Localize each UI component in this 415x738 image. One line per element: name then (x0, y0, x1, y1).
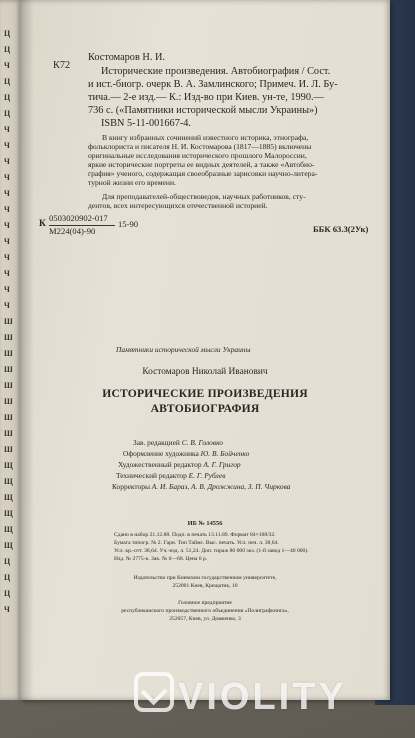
edge-letter: Ц (4, 557, 11, 566)
credit-3: Художественный редактор А. Г. Григор (118, 460, 241, 469)
edge-letter: Щ (4, 541, 13, 550)
edge-letter: Ч (4, 605, 10, 614)
k-numerator: 0503020902-017 (49, 213, 108, 223)
edge-letter: Ч (4, 125, 10, 134)
print-line-4: Изд. № 2775-к. Зак. № 0—68. Цена 6 р. (114, 556, 208, 562)
annotation-line-5: графия» ученого, содержащая своеобразные зарисовки научно-литера- (88, 169, 318, 178)
edge-letter: Щ (4, 493, 13, 502)
edge-letter: Ч (4, 157, 10, 166)
edge-letter: Ч (4, 237, 10, 246)
edge-letter: Ц (4, 109, 11, 118)
audience-line-2: дентов, всех интересующихся отечественной историей. (88, 201, 268, 210)
edge-letter: Ш (4, 413, 13, 422)
printer-line-3: 252057, Киев, ул. Довженко, 3 (169, 616, 241, 622)
bib-line-2: и ист.-биогр. очерк В. А. Замлинского; Примеч. И. Л. Бу- (88, 79, 338, 90)
watermark-text: VIOLITY (178, 676, 347, 718)
annotation-line-4: яркие исторические портреты ее видных деятелей, а также «Автобио- (88, 160, 315, 169)
edge-letter: Ш (4, 445, 13, 454)
edge-letter: Ч (4, 269, 10, 278)
isbn: ISBN 5-11-001667-4. (101, 118, 191, 129)
index-code: К72 (53, 60, 71, 71)
edge-letter: Ш (4, 381, 13, 390)
left-page-letters (4, 26, 13, 618)
edge-letter: Ц (4, 77, 11, 86)
audience-line-1: Для преподавателей-обществоведов, научных работников, сту- (102, 192, 306, 201)
edge-letter: Ц (4, 589, 11, 598)
edge-letter: Ц (4, 573, 11, 582)
publisher-line-2: 252001 Киев, Крещатик, 10 (172, 583, 238, 589)
edge-letter: Ц (4, 93, 11, 102)
author-full: Костомаров Николай Иванович (142, 367, 268, 377)
credit-5: Корректоры А. И. Бараз, А. В. Дрожжина, З. П. Чиркова (112, 482, 291, 491)
bbk: ББК 63.3(2Ук) (313, 224, 369, 234)
k-denominator: М224(04)-90 (49, 226, 96, 236)
edge-letter: Щ (4, 525, 13, 534)
edge-letter: Ч (4, 61, 10, 70)
edge-letter: Ш (4, 333, 13, 342)
left-page-edge (0, 0, 22, 700)
edge-letter: Ч (4, 253, 10, 262)
edge-letter: Ш (4, 317, 13, 326)
edge-letter: Ш (4, 365, 13, 374)
edge-letter: Ч (4, 285, 10, 294)
bib-line-1: Исторические произведения. Автобиография / Сост. (101, 66, 331, 77)
series: Памятники исторической мысли Украины (116, 345, 251, 354)
print-line-3: Усл. кр.-отт. 38,64. Уч.-изд. л. 51,24. Доп. тираж 80 000 экз. (1-й завод 1—40 000). (114, 548, 309, 554)
print-line-2: Бумага типогр. № 2. Гарн. Тип Таймс. Выс. печать. Усл. печ. л. 38,64. (114, 540, 279, 546)
book-page (20, 0, 390, 700)
edge-letter: Щ (4, 461, 13, 470)
edge-letter: Ч (4, 205, 10, 214)
ib-number: ИБ № 14556 (187, 520, 223, 527)
title-line-2: АВТОБИОГРАФИЯ (150, 402, 260, 415)
annotation-line-6: турной жизни его времени. (88, 178, 176, 187)
edge-letter: Ш (4, 349, 13, 358)
watermark-logo-icon (134, 672, 174, 712)
edge-letter: Ч (4, 301, 10, 310)
card-author: Костомаров Н. И. (88, 52, 165, 63)
credit-1: Зав. редакцией С. В. Головко (133, 438, 223, 447)
edge-letter: Щ (4, 509, 13, 518)
edge-letter: Ш (4, 397, 13, 406)
credit-4: Технический редактор Е. Г. Рублев (116, 471, 226, 480)
edge-letter: Ш (4, 429, 13, 438)
bib-line-3: тича.— 2-е изд.— К.: Изд-во при Киев. ун-те, 1990.— (88, 92, 324, 103)
annotation-line-2: фольклориста и писателя Н. И. Костомарова (1817—1885) включены (88, 142, 312, 151)
annotation-line-1: В книгу избранных сочинений известного историка, этнографа, (102, 133, 309, 142)
printer-line-2: республиканского производственного объединения «Полиграфкнига», (121, 608, 289, 614)
k-suffix: 15-90 (118, 219, 139, 229)
edge-letter: Ч (4, 173, 10, 182)
print-line-1: Сдано в набор 21.12.88. Подп. в печать 13.11.89. Формат 84×108/32. (114, 532, 276, 538)
credit-2: Оформление художника Ю. В. Бойченко (123, 449, 250, 458)
edge-letter: Ц (4, 29, 11, 38)
k-letter: К (39, 219, 46, 229)
edge-letter: Ч (4, 221, 10, 230)
annotation-line-3: оригинальные исследования исторического прошлого Малороссии, (88, 151, 307, 160)
title-line-1: ИСТОРИЧЕСКИЕ ПРОИЗВЕДЕНИЯ (102, 387, 308, 400)
edge-letter: Ц (4, 45, 11, 54)
edge-letter: Ч (4, 141, 10, 150)
publisher-line-1: Издательство при Киевском государственном университете, (133, 575, 277, 581)
edge-letter: Щ (4, 477, 13, 486)
bib-line-4: 736 с. («Памятники исторической мысли Украины») (88, 105, 318, 116)
edge-letter: Ч (4, 189, 10, 198)
printer-line-1: Головное предприятие (178, 600, 232, 606)
